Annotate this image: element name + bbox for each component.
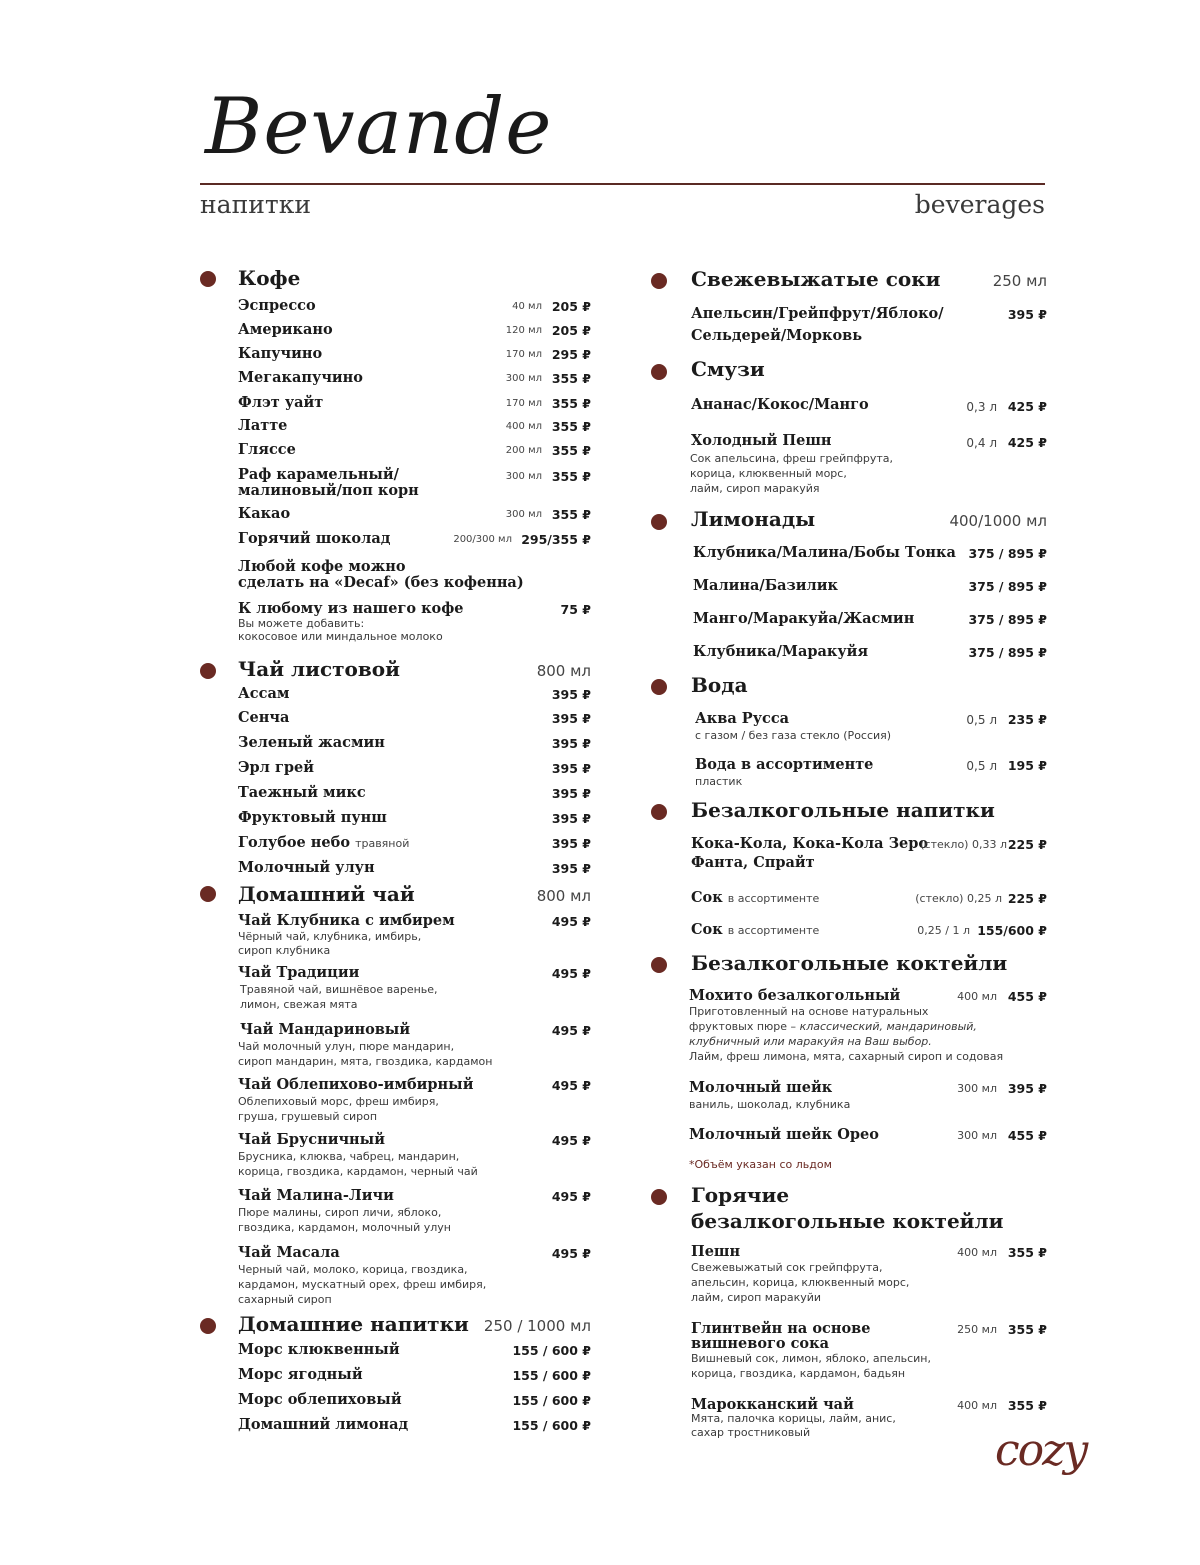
menu-item-description: лайм, сироп маракуйи xyxy=(691,1291,822,1304)
menu-item-name: Молочный шейк xyxy=(689,1079,833,1096)
menu-item-name: Малина/Базилик xyxy=(693,577,838,594)
menu-item-name-cont: Фанта, Спрайт xyxy=(691,854,815,871)
menu-item-note: в ассортименте xyxy=(727,892,820,905)
menu-item-name: Марокканский чай xyxy=(691,1396,854,1413)
menu-item-volume: 0,3 л xyxy=(966,400,997,414)
menu-item-name: Латте xyxy=(238,417,288,434)
menu-item-volume: 400 мл xyxy=(957,990,997,1003)
menu-item-description: Лайм, фреш лимона, мята, сахарный сироп и содовая xyxy=(689,1050,1004,1063)
menu-item-description: апельсин, корица, клюквенный морс, xyxy=(691,1276,910,1289)
subtitle-ru: напитки xyxy=(200,190,312,219)
menu-item-volume: 0,25 / 1 л xyxy=(917,924,970,937)
menu-item-price: 395 ₽ xyxy=(551,736,591,751)
menu-item-description: сахар тростниковый xyxy=(691,1426,811,1439)
menu-item-name: Кока-Кола, Кока-Кола Зеро xyxy=(691,835,929,852)
menu-item-description: кокосовое или миндальное молоко xyxy=(238,630,443,643)
menu-item-description: гвоздика, кардамон, молочный улун xyxy=(238,1221,451,1234)
menu-item-volume: 300 мл xyxy=(505,373,542,384)
menu-item-name-cont: сделать на «Decaf» (без кофенна) xyxy=(238,574,524,591)
menu-item-volume: 250 мл xyxy=(957,1323,997,1336)
menu-item-name: Ананас/Кокос/Манго xyxy=(691,396,869,413)
menu-item-description: Вы можете добавить: xyxy=(238,617,365,630)
menu-item-name: Чай Масала xyxy=(238,1244,340,1261)
menu-item-description: корица, гвоздика, кардамон, черный чай xyxy=(238,1165,478,1178)
menu-item-name: Флэт уайт xyxy=(238,394,324,411)
menu-item-description: корица, гвоздика, кардамон, бадьян xyxy=(691,1367,906,1380)
menu-item-price: 395 ₽ xyxy=(551,711,591,726)
section-bullet xyxy=(651,273,667,289)
menu-item-name: Молочный шейк Орео xyxy=(689,1126,879,1143)
section-volume: 400/1000 мл xyxy=(949,512,1047,530)
menu-item-price: 425 ₽ xyxy=(1007,399,1047,414)
menu-item-name: Эспрессо xyxy=(238,297,316,314)
menu-item-name: Аква Русса xyxy=(695,710,790,727)
section-bullet xyxy=(651,679,667,695)
menu-item-volume: 200 мл xyxy=(505,445,542,456)
menu-item-volume: 200/300 мл xyxy=(453,534,512,545)
menu-item-price: 235 ₽ xyxy=(1007,712,1047,727)
menu-item-price: 395 ₽ xyxy=(551,836,591,851)
menu-item-volume: 300 мл xyxy=(505,509,542,520)
menu-item-price: 395 ₽ xyxy=(551,687,591,702)
menu-item-name: Морс ягодный xyxy=(238,1366,363,1383)
menu-item-price: 155 / 600 ₽ xyxy=(512,1368,591,1383)
menu-item-description: Приготовленный на основе натуральных xyxy=(689,1005,929,1018)
menu-item-price: 355 ₽ xyxy=(551,443,591,458)
menu-item-price: 495 ₽ xyxy=(551,1133,591,1148)
menu-item-volume: 40 мл xyxy=(512,301,542,312)
menu-item-price: 155/600 ₽ xyxy=(977,923,1047,938)
menu-item-name: Глинтвейн на основе xyxy=(691,1320,871,1337)
menu-item-description xyxy=(689,1034,932,1049)
menu-item-volume: 120 мл xyxy=(505,325,542,336)
menu-item-note: травяной xyxy=(355,837,410,850)
menu-item-description: груша, грушевый сироп xyxy=(238,1110,378,1123)
menu-item-volume: 300 мл xyxy=(505,471,542,482)
menu-item-name: Таежный микс xyxy=(238,784,366,801)
menu-item-name-text: Голубое небо xyxy=(238,834,350,851)
section-bullet xyxy=(651,804,667,820)
menu-item-price: 455 ₽ xyxy=(1007,1128,1047,1143)
menu-item-price: 395 ₽ xyxy=(551,761,591,776)
menu-item-price: 495 ₽ xyxy=(551,1078,591,1093)
menu-item-price: 375 / 895 ₽ xyxy=(968,546,1047,561)
menu-item-description: ваниль, шоколад, клубника xyxy=(689,1098,851,1111)
section-title-smoothies: Смузи xyxy=(691,357,765,381)
menu-item-name: Вода в ассортименте xyxy=(695,756,874,773)
menu-item-name: Раф карамельный/ xyxy=(238,466,399,483)
menu-item-name-text: Сок xyxy=(691,921,723,938)
menu-item-price: 355 ₽ xyxy=(551,507,591,522)
menu-item-price: 395 ₽ xyxy=(551,786,591,801)
menu-item-price: 425 ₽ xyxy=(1007,435,1047,450)
menu-item-name: Чай Брусничный xyxy=(238,1131,385,1148)
menu-item-name: Молочный улун xyxy=(238,859,375,876)
menu-item-price: 375 / 895 ₽ xyxy=(968,645,1047,660)
menu-item-name: Клубника/Маракуйя xyxy=(693,643,869,660)
menu-item-name xyxy=(691,922,819,939)
menu-item-name: Американо xyxy=(238,321,333,338)
menu-item-name: Чай Мандариновый xyxy=(240,1021,411,1038)
menu-item-price: 355 ₽ xyxy=(1007,1322,1047,1337)
menu-item-name: Морс клюквенный xyxy=(238,1341,400,1358)
menu-item-price: 355 ₽ xyxy=(1007,1245,1047,1260)
menu-item-description: Черный чай, молоко, корица, гвоздика, xyxy=(238,1263,468,1276)
menu-item-volume: 0,5 л xyxy=(966,759,997,773)
menu-item-name: Зеленый жасмин xyxy=(238,734,385,751)
menu-item-name: Морс облепиховый xyxy=(238,1391,402,1408)
section-bullet xyxy=(651,957,667,973)
menu-item-name: Холодный Пешн xyxy=(691,432,832,449)
menu-item-name: Ассам xyxy=(238,685,290,702)
menu-item-price: 495 ₽ xyxy=(551,1246,591,1261)
section-bullet xyxy=(200,663,216,679)
menu-item-description: Свежевыжатый сок грейпфрута, xyxy=(691,1261,883,1274)
menu-item-price: 355 ₽ xyxy=(551,419,591,434)
menu-item-price: 495 ₽ xyxy=(551,1023,591,1038)
menu-item-price: 355 ₽ xyxy=(551,469,591,484)
menu-item-description: сахарный сироп xyxy=(238,1293,332,1306)
menu-item-description: Вишневый сок, лимон, яблоко, апельсин, xyxy=(691,1352,931,1365)
menu-item-volume: 400 мл xyxy=(957,1399,997,1412)
section-bullet xyxy=(651,364,667,380)
menu-item-description-italic: классический, мандариновый, xyxy=(799,1020,977,1033)
menu-item-volume: 300 мл xyxy=(957,1082,997,1095)
menu-item-volume: 0,5 л xyxy=(966,713,997,727)
menu-item-volume: (стекло) 0,25 л xyxy=(915,892,1002,905)
section-title-water: Вода xyxy=(691,673,748,697)
subtitle-en: beverages xyxy=(914,190,1045,219)
menu-item-price: 375 / 895 ₽ xyxy=(968,612,1047,627)
menu-item-description-italic: клубничный или маракуйя на Ваш выбор. xyxy=(689,1035,932,1048)
menu-item-price: 205 ₽ xyxy=(551,323,591,338)
section-title-soft-cocktails: Безалкогольные коктейли xyxy=(691,951,1008,975)
menu-item-price: 225 ₽ xyxy=(1007,891,1047,906)
section-bullet xyxy=(200,1318,216,1334)
menu-item-name: Эрл грей xyxy=(238,759,314,776)
section-title-juices: Свежевыжатые соки xyxy=(691,267,941,291)
menu-item-description: лимон, свежая мята xyxy=(240,998,358,1011)
menu-item-name-cont: малиновый/поп корн xyxy=(238,482,419,499)
menu-item-name: Домашний лимонад xyxy=(238,1416,409,1433)
menu-item-name: Манго/Маракуйа/Жасмин xyxy=(693,610,915,627)
menu-item-name: Чай Традиции xyxy=(238,964,360,981)
menu-item-note: в ассортименте xyxy=(727,924,820,937)
page-title: Bevande xyxy=(205,82,553,172)
menu-item-price: 155 / 600 ₽ xyxy=(512,1343,591,1358)
footnote: *Объём указан со льдом xyxy=(689,1158,832,1171)
section-title-hot-cocktails: Горячие xyxy=(691,1183,790,1207)
section-volume: 800 мл xyxy=(536,887,591,905)
section-title-hot-cocktails-cont: безалкогольные коктейли xyxy=(691,1209,1004,1233)
menu-item-name: Гляссе xyxy=(238,441,296,458)
menu-item-name: Апельсин/Грейпфрут/Яблоко/ xyxy=(691,305,944,322)
menu-item-name: Капучино xyxy=(238,345,323,362)
menu-item-volume: 300 мл xyxy=(957,1129,997,1142)
menu-item-volume: (стекло) 0,33 л xyxy=(920,838,1007,851)
menu-item-price: 395 ₽ xyxy=(1007,1081,1047,1096)
section-volume: 250 мл xyxy=(992,272,1047,290)
menu-item-description: Пюре малины, сироп личи, яблоко, xyxy=(238,1206,442,1219)
menu-item-price: 395 ₽ xyxy=(551,811,591,826)
menu-item-description: сироп клубника xyxy=(238,944,331,957)
section-bullet xyxy=(651,1189,667,1205)
menu-item-description-text: фруктовых пюре – xyxy=(689,1020,800,1033)
menu-item-price: 495 ₽ xyxy=(551,966,591,981)
menu-item-name-cont: Сельдерей/Морковь xyxy=(691,327,863,344)
menu-item-price: 395 ₽ xyxy=(551,861,591,876)
menu-item-description: с газом / без газа стекло (Россия) xyxy=(695,729,892,742)
menu-item-price: 375 / 895 ₽ xyxy=(968,579,1047,594)
menu-item-price: 355 ₽ xyxy=(551,371,591,386)
section-title-lemonades: Лимонады xyxy=(691,507,816,531)
menu-item-name: Чай Малина-Личи xyxy=(238,1187,394,1204)
menu-item-description: Мята, палочка корицы, лайм, анис, xyxy=(691,1412,896,1425)
menu-item-name: Клубника/Малина/Бобы Тонка xyxy=(693,544,956,561)
menu-item-volume: 400 мл xyxy=(505,421,542,432)
menu-item-description: корица, клюквенный морс, xyxy=(690,467,847,480)
header-divider xyxy=(200,183,1045,185)
menu-item-price: 295 ₽ xyxy=(551,347,591,362)
menu-item-price: 495 ₽ xyxy=(551,914,591,929)
menu-item-name: Какао xyxy=(238,505,291,522)
section-volume: 250 / 1000 мл xyxy=(483,1317,591,1335)
menu-item-name: Любой кофе можно xyxy=(238,558,406,575)
menu-item-description xyxy=(689,1019,977,1034)
section-title-home-tea: Домашний чай xyxy=(238,882,415,906)
menu-item-price: 355 ₽ xyxy=(551,396,591,411)
menu-item-name: Фруктовый пунш xyxy=(238,809,387,826)
section-title-coffee: Кофе xyxy=(238,266,301,290)
menu-item-description: кардамон, мускатный орех, фреш имбиря, xyxy=(238,1278,487,1291)
menu-item-name-cont: вишневого сока xyxy=(691,1335,829,1352)
menu-item-price: 155 / 600 ₽ xyxy=(512,1418,591,1433)
menu-item-name-text: Сок xyxy=(691,889,723,906)
menu-item-description: пластик xyxy=(695,775,743,788)
menu-item-name: Чай Облепихово-имбирный xyxy=(238,1076,474,1093)
menu-item-price: 225 ₽ xyxy=(1007,837,1047,852)
menu-item-name: Мохито безалкогольный xyxy=(689,987,901,1004)
menu-item-description: Чай молочный улун, пюре мандарин, xyxy=(238,1040,455,1053)
menu-item-name xyxy=(238,835,409,852)
menu-item-price: 155 / 600 ₽ xyxy=(512,1393,591,1408)
menu-item-name: Горячий шоколад xyxy=(238,530,391,547)
menu-item-name: Сенча xyxy=(238,709,290,726)
menu-item-price: 495 ₽ xyxy=(551,1189,591,1204)
menu-item-description: Травяной чай, вишнёвое варенье, xyxy=(240,983,438,996)
menu-item-volume: 170 мл xyxy=(505,349,542,360)
menu-item-price: 395 ₽ xyxy=(1007,307,1047,322)
menu-item-price: 195 ₽ xyxy=(1007,758,1047,773)
menu-item-price: 295/355 ₽ xyxy=(521,532,591,547)
section-title-home-drinks: Домашние напитки xyxy=(238,1312,469,1336)
menu-item-description: Брусника, клюква, чабрец, мандарин, xyxy=(238,1150,460,1163)
menu-item-price: 75 ₽ xyxy=(560,602,591,617)
menu-item-name: Чай Клубника с имбирем xyxy=(238,912,455,929)
section-volume: 800 мл xyxy=(536,662,591,680)
section-bullet xyxy=(200,271,216,287)
menu-item-name: Пешн xyxy=(691,1243,741,1260)
section-title-leaf-tea: Чай листовой xyxy=(238,657,400,681)
menu-item-volume: 170 мл xyxy=(505,398,542,409)
menu-item-name: Мегакапучино xyxy=(238,369,363,386)
menu-item-volume: 400 мл xyxy=(957,1246,997,1259)
section-bullet xyxy=(651,514,667,530)
menu-item-volume: 0,4 л xyxy=(966,436,997,450)
menu-item-description: сироп мандарин, мята, гвоздика, кардамон xyxy=(238,1055,493,1068)
menu-item-name: К любому из нашего кофе xyxy=(238,600,464,617)
menu-item-name xyxy=(691,890,819,907)
menu-item-description: Чёрный чай, клубника, имбирь, xyxy=(238,930,422,943)
cozy-logo: cozy xyxy=(995,1425,1087,1476)
menu-item-price: 455 ₽ xyxy=(1007,989,1047,1004)
section-title-soft-drinks: Безалкогольные напитки xyxy=(691,798,995,822)
menu-item-price: 205 ₽ xyxy=(551,299,591,314)
menu-item-description: Сок апельсина, фреш грейпфрута, xyxy=(690,452,894,465)
section-bullet xyxy=(200,886,216,902)
menu-item-description: Облепиховый морс, фреш имбиря, xyxy=(238,1095,439,1108)
menu-item-price: 355 ₽ xyxy=(1007,1398,1047,1413)
menu-item-description: лайм, сироп маракуйя xyxy=(690,482,820,495)
